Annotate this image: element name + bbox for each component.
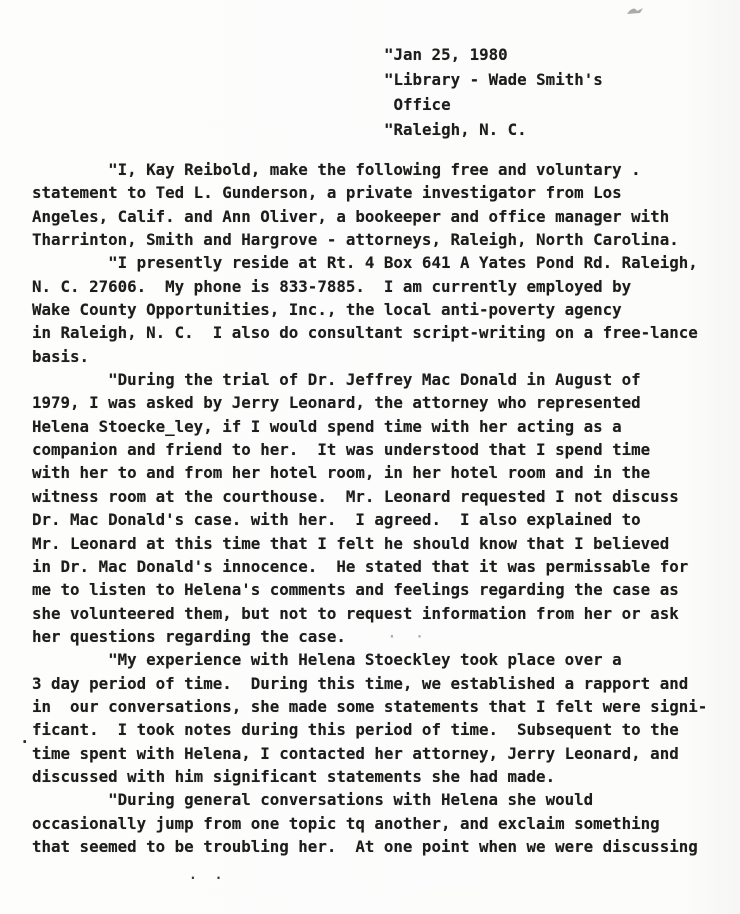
text-line: Office: [384, 95, 451, 114]
text-line: 1979, I was asked by Jerry Leonard, the attorney who represented: [32, 393, 641, 413]
text-line: "Library - Wade Smith's: [384, 70, 603, 89]
handwritten-tick-mark: [624, 4, 648, 18]
text-line: she volunteered them, but not to request information from her or ask: [32, 603, 679, 623]
paragraph: [32, 158, 707, 251]
text-line: statement to Ted L. Gunderson, a private investigator from Los: [32, 183, 622, 203]
text-line: in Raleigh, N. C. I also do consultant script-writing on a free-lance: [32, 323, 698, 343]
stray-dots-mid-page: · ·: [388, 630, 430, 645]
text-line: N. C. 27606. My phone is 833-7885. I am currently employed by: [32, 276, 632, 296]
text-line: Wake County Opportunities, Inc., the local anti-poverty agency: [32, 300, 622, 320]
text-line: "Jan 25, 1980: [384, 45, 508, 64]
text-line: Angeles, Calif. and Ann Oliver, a bookeeper and office manager with: [32, 206, 670, 226]
text-line: "I, Kay Reibold, make the following free and voluntary .: [32, 160, 641, 179]
text-line: Mr. Leonard at this time that I felt he should know that I believed: [32, 533, 670, 553]
text-line: Dr. Mac Donald's case. with her. I agreed. I also explained to: [32, 510, 641, 530]
stray-dots-bottom: . .: [189, 868, 228, 883]
text-line: "Raleigh, N. C.: [384, 120, 527, 139]
text-line: time spent with Helena, I contacted her attorney, Jerry Leonard, and: [32, 743, 679, 763]
paragraph: [32, 788, 707, 858]
text-line: with her to and from her hotel room, in her hotel room and in the: [32, 463, 651, 483]
text-line: Helena Stoecke̲ley, if I would spend time with her acting as a: [32, 416, 622, 436]
paragraph: [32, 251, 707, 368]
text-line: discussed with him significant statements she had made.: [32, 766, 556, 786]
text-line: 3 day period of time. During this time, we established a rapport and: [32, 673, 689, 693]
letterhead-block: [384, 42, 603, 142]
text-line: me to listen to Helena's comments and feelings regarding the case as: [32, 580, 679, 600]
text-line: basis.: [32, 346, 90, 366]
text-line: occasionally jump from one topic tq another, and exclaim something: [32, 813, 660, 833]
text-line: "During the trial of Dr. Jeffrey Mac Donald in August of: [32, 370, 641, 390]
text-line: in our conversations, she made some statements that I felt were signi-: [32, 696, 708, 716]
paragraph: [32, 648, 707, 788]
text-line: in Dr. Mac Donald's innocence. He stated that it was permissable for: [32, 556, 689, 576]
text-line: ficant. I took notes during this period of time. Subsequent to the: [32, 720, 679, 740]
text-line: Tharrinton, Smith and Hargrove - attorneys, Raleigh, North Carolina.: [32, 230, 679, 250]
stray-dot-left-margin: .: [20, 728, 30, 747]
text-line: "I presently reside at Rt. 4 Box 641 A Yates Pond Rd. Raleigh,: [32, 253, 698, 273]
text-line: "My experience with Helena Stoeckley took place over a: [32, 650, 622, 670]
statement-body: [32, 158, 707, 858]
text-line: that seemed to be troubling her. At one point when we were discussing: [32, 836, 698, 856]
paragraph: [32, 368, 707, 648]
text-line: witness room at the courthouse. Mr. Leonard requested I not discuss: [32, 486, 679, 506]
text-line: "During general conversations with Helena she would: [32, 790, 594, 810]
text-line: her questions regarding the case.: [32, 626, 346, 646]
text-line: companion and friend to her. It was understood that I spend time: [32, 440, 651, 460]
